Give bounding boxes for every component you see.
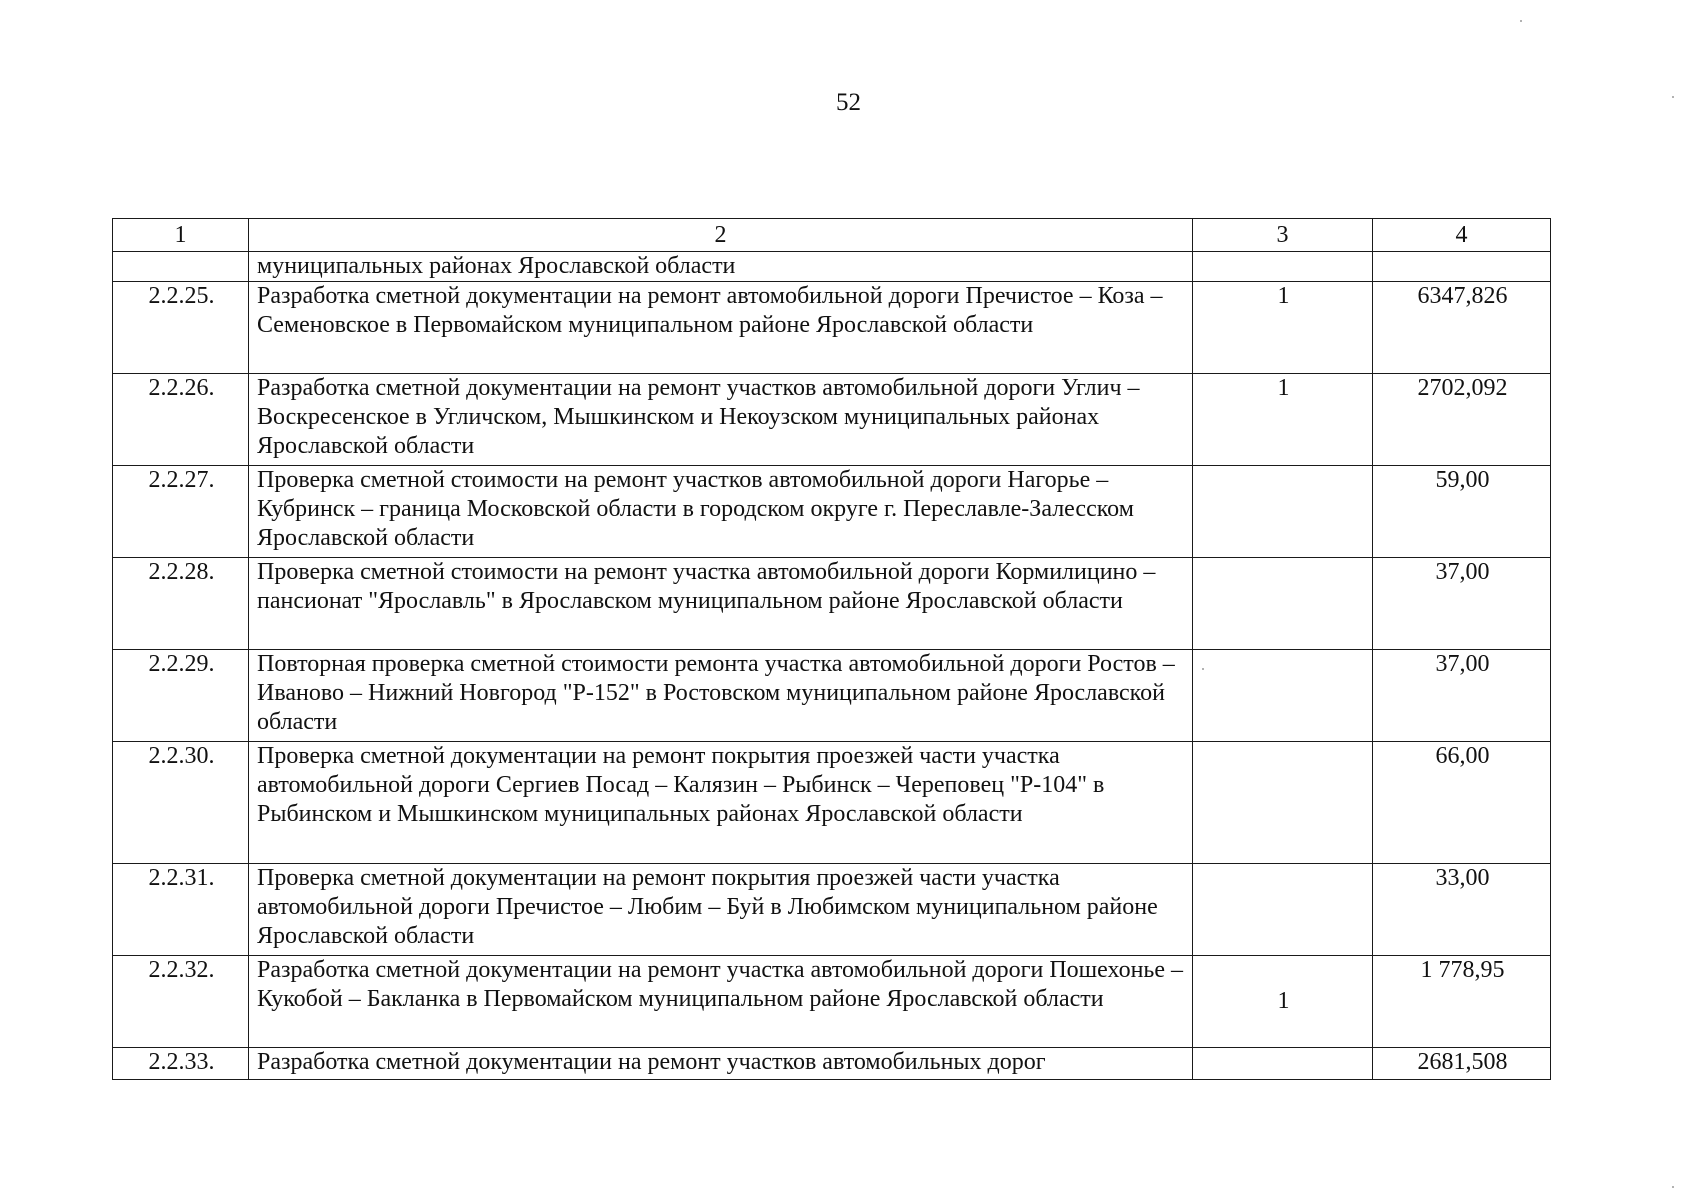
row-amount: 59,00 bbox=[1373, 466, 1551, 558]
header-col-4: 4 bbox=[1373, 219, 1551, 252]
page-number-text: 52 bbox=[836, 89, 861, 116]
header-col-2: 2 bbox=[249, 219, 1193, 252]
row-amount: 2681,508 bbox=[1373, 1048, 1551, 1080]
row-description: Разработка сметной документации на ремонт участков автомобильных дорог bbox=[249, 1048, 1193, 1080]
row-amount: 2702,092 bbox=[1373, 374, 1551, 466]
scan-speck bbox=[1202, 668, 1204, 670]
row-description: Проверка сметной стоимости на ремонт участка автомобильной дороги Кормилицино – пансионат "Ярославль" в Ярославском муниципальном районе Ярославской области bbox=[249, 558, 1193, 650]
table-header-row bbox=[113, 219, 1551, 252]
scan-speck bbox=[1672, 1186, 1674, 1188]
row-quantity bbox=[1193, 742, 1373, 864]
row-description: Проверка сметной документации на ремонт покрытия проезжей части участка автомобильной дороги Пречистое – Любим – Буй в Любимском муниципальном районе Ярославской области bbox=[249, 864, 1193, 956]
header-col-3: 3 bbox=[1193, 219, 1373, 252]
table-row bbox=[113, 466, 1551, 558]
row-quantity bbox=[1193, 558, 1373, 650]
row-amount bbox=[1373, 252, 1551, 282]
row-quantity: 1 bbox=[1193, 282, 1373, 374]
scan-speck bbox=[1520, 20, 1522, 22]
row-number: 2.2.28. bbox=[113, 558, 249, 650]
row-number: 2.2.30. bbox=[113, 742, 249, 864]
row-number: 2.2.26. bbox=[113, 374, 249, 466]
table-row bbox=[113, 956, 1551, 1048]
header-col-1: 1 bbox=[113, 219, 249, 252]
row-quantity bbox=[1193, 466, 1373, 558]
row-description: Разработка сметной документации на ремонт участка автомобильной дороги Пошехонье – Кукобой – Бакланка в Первомайском муниципальном районе Ярославской области bbox=[249, 956, 1193, 1048]
row-description: Разработка сметной документации на ремонт участков автомобильной дороги Углич – Воскресенское в Угличском, Мышкинском и Некоузском муниципальных районах Ярославской области bbox=[249, 374, 1193, 466]
row-quantity bbox=[1193, 1048, 1373, 1080]
row-number: 2.2.31. bbox=[113, 864, 249, 956]
table-row bbox=[113, 1048, 1551, 1080]
row-amount: 37,00 bbox=[1373, 558, 1551, 650]
row-amount: 33,00 bbox=[1373, 864, 1551, 956]
row-quantity: 1 bbox=[1193, 956, 1373, 1048]
table-row bbox=[113, 374, 1551, 466]
row-number bbox=[113, 252, 249, 282]
row-description: Повторная проверка сметной стоимости ремонта участка автомобильной дороги Ростов – Иваново – Нижний Новгород "Р-152" в Ростовском муниципальном районе Ярославской области bbox=[249, 650, 1193, 742]
table-row bbox=[113, 864, 1551, 956]
row-number: 2.2.32. bbox=[113, 956, 249, 1048]
row-number: 2.2.27. bbox=[113, 466, 249, 558]
page-number bbox=[0, 88, 1697, 118]
table-row bbox=[113, 650, 1551, 742]
scan-speck bbox=[1672, 96, 1674, 98]
row-amount: 37,00 bbox=[1373, 650, 1551, 742]
row-description: Проверка сметной документации на ремонт покрытия проезжей части участка автомобильной дороги Сергиев Посад – Калязин – Рыбинск – Череповец "Р-104" в Рыбинском и Мышкинском муниципальных районах Ярославской области bbox=[249, 742, 1193, 864]
row-description: Проверка сметной стоимости на ремонт участков автомобильной дороги Нагорье – Кубринск – граница Московской области в городском округе г. Переславле-Залесском Ярославской области bbox=[249, 466, 1193, 558]
row-description: муниципальных районах Ярославской области bbox=[249, 252, 1193, 282]
row-quantity: 1 bbox=[1193, 374, 1373, 466]
row-description: Разработка сметной документации на ремонт автомобильной дороги Пречистое – Коза – Семеновское в Первомайском муниципальном районе Ярославской области bbox=[249, 282, 1193, 374]
row-number: 2.2.29. bbox=[113, 650, 249, 742]
budget-table bbox=[112, 218, 1551, 1080]
row-quantity bbox=[1193, 252, 1373, 282]
table-row bbox=[113, 742, 1551, 864]
table-row bbox=[113, 252, 1551, 282]
table-row bbox=[113, 282, 1551, 374]
row-amount: 66,00 bbox=[1373, 742, 1551, 864]
row-number: 2.2.33. bbox=[113, 1048, 249, 1080]
row-quantity bbox=[1193, 864, 1373, 956]
table-row bbox=[113, 558, 1551, 650]
row-quantity bbox=[1193, 650, 1373, 742]
row-number: 2.2.25. bbox=[113, 282, 249, 374]
row-amount: 1 778,95 bbox=[1373, 956, 1551, 1048]
row-amount: 6347,826 bbox=[1373, 282, 1551, 374]
